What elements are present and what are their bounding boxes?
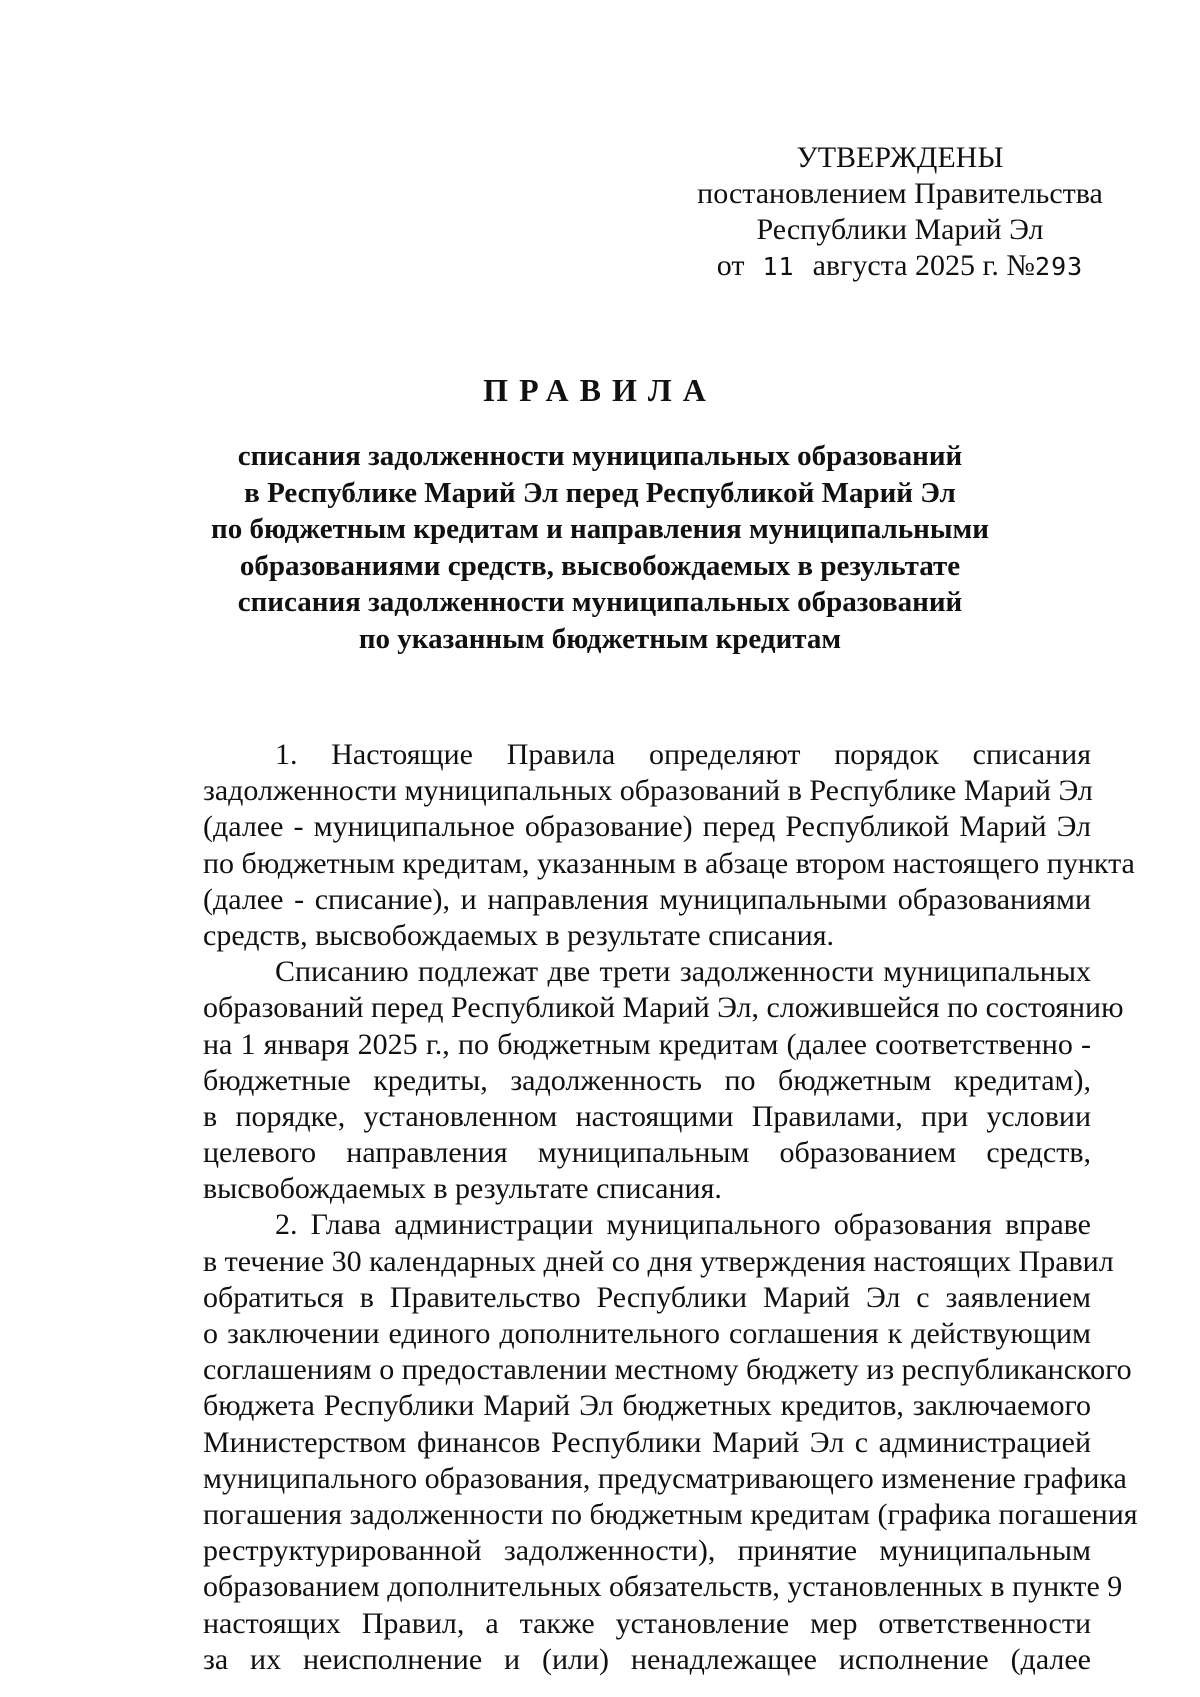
document-subtitle bbox=[150, 438, 1050, 657]
body-line: в порядке, установленном настоящими Правилами, при условии bbox=[203, 1099, 1091, 1133]
body-line: на 1 января 2025 г., по бюджетным кредитам (далее соответственно - bbox=[203, 1027, 1091, 1061]
approval-date-line bbox=[690, 248, 1110, 285]
body-line: целевого направления муниципальным образованием средств, bbox=[203, 1136, 1091, 1170]
body-line: бюджетные кредиты, задолженность по бюджетным кредитам), bbox=[203, 1063, 1091, 1097]
subtitle-line: в Республике Марий Эл перед Республикой Марий Эл bbox=[244, 476, 956, 509]
body-line: (далее - списание), и направления муниципальными образованиями bbox=[203, 882, 1091, 916]
body-line: 2. Глава администрации муниципального образования вправе bbox=[275, 1208, 1091, 1242]
approval-authority-line-1: постановлением Правительства bbox=[697, 177, 1103, 210]
body-line: обратиться в Правительство Республики Марий Эл с заявлением bbox=[203, 1280, 1091, 1314]
body-line: образований перед Республикой Марий Эл, сложившейся по состоянию bbox=[203, 991, 1124, 1025]
body-line: по бюджетным кредитам, указанным в абзаце втором настоящего пункта bbox=[203, 846, 1135, 880]
body-line: настоящих Правил, а также установление мер ответственности bbox=[203, 1606, 1091, 1640]
approval-authority-line-2: Республики Марий Эл bbox=[756, 213, 1044, 246]
body-line: Министерством финансов Республики Марий Эл с администрацией bbox=[203, 1425, 1091, 1459]
approval-date-day: 11 bbox=[762, 252, 795, 281]
approval-date-rest: августа 2025 г. № bbox=[812, 249, 1036, 282]
subtitle-line: по указанным бюджетным кредитам bbox=[358, 622, 842, 655]
subtitle-line: по бюджетным кредитам и направления муниципальными bbox=[211, 513, 989, 545]
subtitle-line: списания задолженности муниципальных образований bbox=[237, 586, 963, 618]
body-line: средств, высвобождаемых в результате списания. bbox=[203, 918, 834, 952]
approval-block bbox=[690, 140, 1110, 285]
document-body bbox=[203, 737, 1138, 1678]
subtitle-line: списания задолженности муниципальных образований bbox=[237, 440, 963, 472]
body-line: высвобождаемых в результате списания. bbox=[203, 1172, 722, 1206]
body-line: задолженности муниципальных образований в Республике Марий Эл bbox=[203, 774, 1093, 808]
subtitle-line: образованиями средств, высвобождаемых в результате bbox=[239, 549, 961, 582]
body-line: 1. Настоящие Правила определяют порядок списания bbox=[275, 738, 1091, 771]
body-line: (далее - муниципальное образование) перед Республикой Марий Эл bbox=[203, 810, 1091, 844]
body-line: образованием дополнительных обязательств, установленных в пункте 9 bbox=[203, 1570, 1123, 1604]
body-line: бюджета Республики Марий Эл бюджетных кредитов, заключаемого bbox=[203, 1389, 1091, 1423]
body-line: за их неисполнение и (или) ненадлежащее исполнение (далее bbox=[203, 1642, 1091, 1676]
body-line: муниципального образования, предусматривающего изменение графика bbox=[203, 1461, 1127, 1495]
body-line: о заключении единого дополнительного соглашения к действующим bbox=[203, 1317, 1091, 1350]
approval-number: 293 bbox=[1035, 252, 1084, 281]
body-line: в течение 30 календарных дней со дня утверждения настоящих Правил bbox=[203, 1244, 1114, 1278]
body-line: Списанию подлежат две трети задолженности муниципальных bbox=[275, 955, 1091, 989]
approval-date-prefix: от bbox=[716, 249, 745, 282]
body-line: соглашениям о предоставлении местному бюджету из республиканского bbox=[203, 1353, 1132, 1387]
approval-heading: УТВЕРЖДЕНЫ bbox=[796, 141, 1004, 174]
body-line: реструктурированной задолженности), принятие муниципальным bbox=[203, 1534, 1091, 1568]
document-title: ПРАВИЛА bbox=[483, 372, 717, 408]
body-line: погашения задолженности по бюджетным кредитам (графика погашения bbox=[203, 1497, 1138, 1531]
